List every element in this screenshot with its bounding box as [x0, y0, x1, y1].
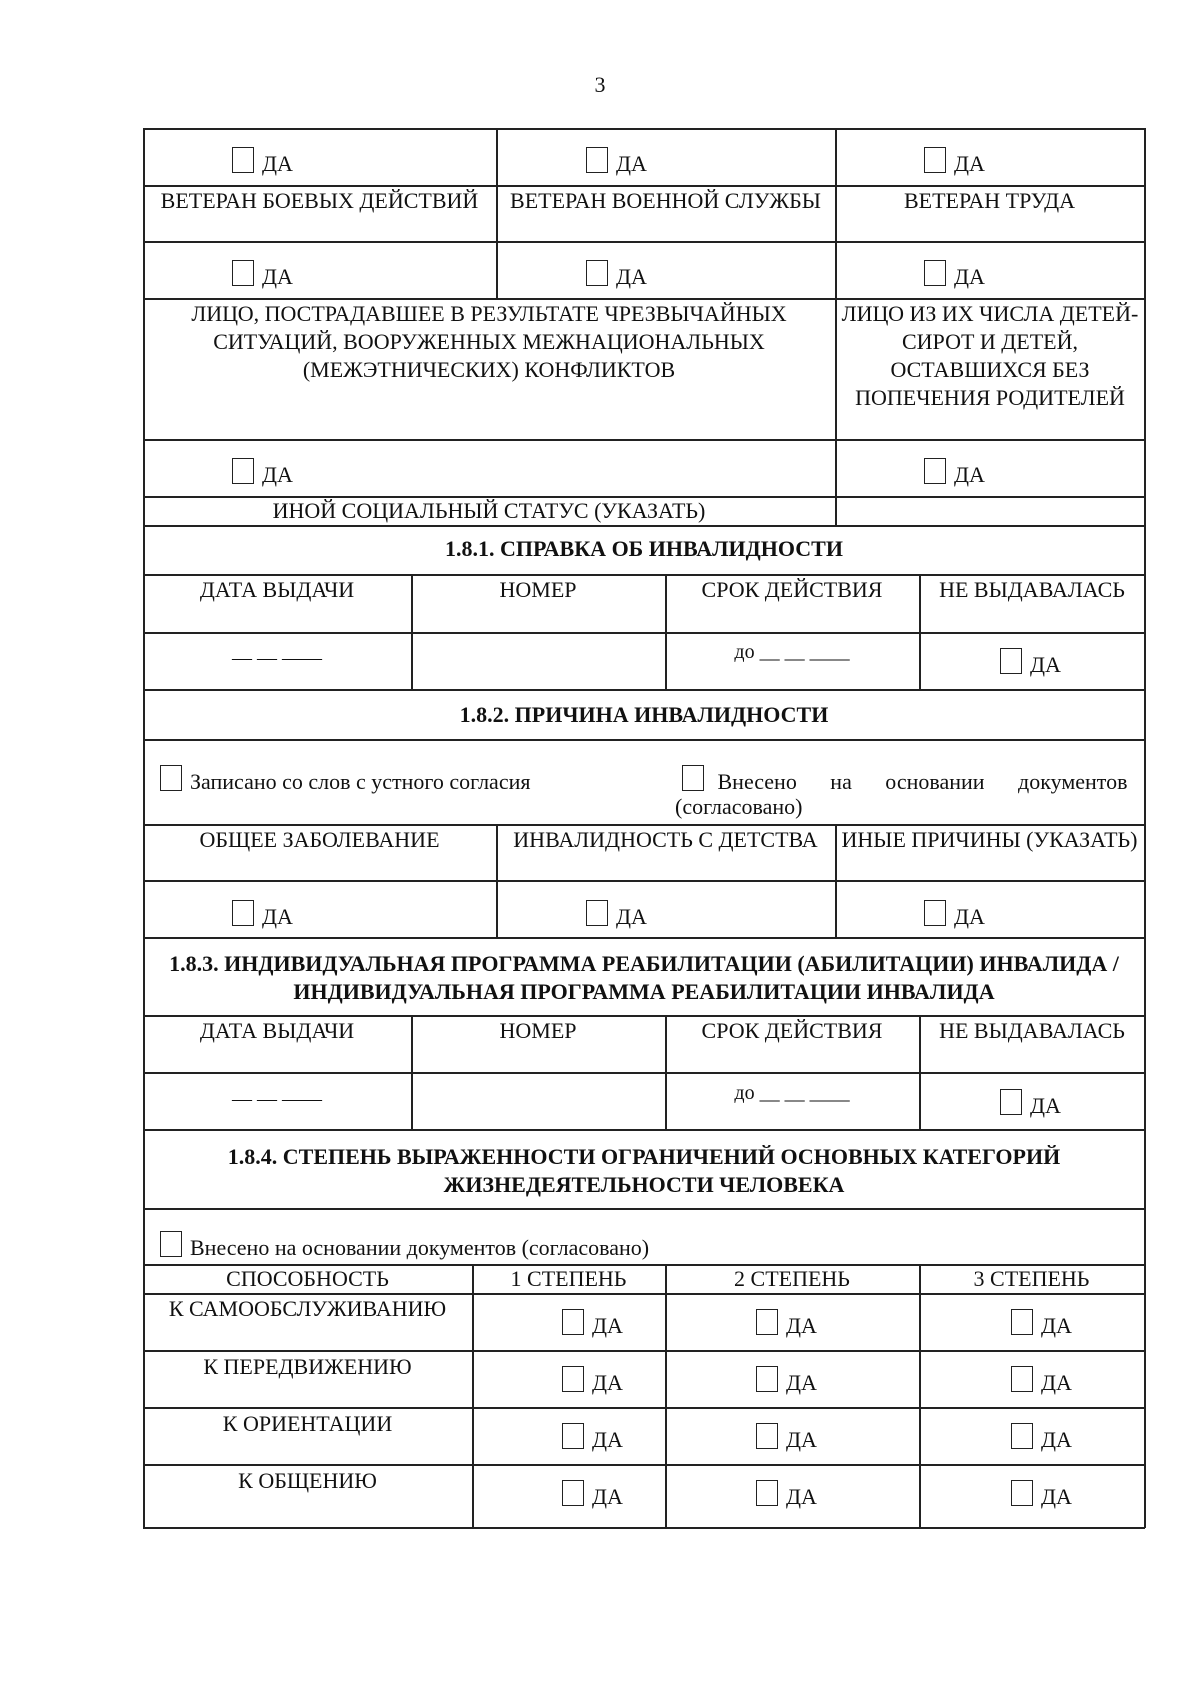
s183-issue-date-field[interactable]: — — —— — [232, 1088, 322, 1110]
checkbox-icon — [756, 1423, 778, 1449]
status-checkbox-row0-col1[interactable]: ДА — [232, 147, 293, 177]
s183-number-field[interactable] — [413, 1074, 663, 1128]
self-care-degree-3-checkbox[interactable]: ДА — [1011, 1309, 1072, 1339]
orientation-degree-2-checkbox[interactable]: ДА — [756, 1423, 817, 1453]
communication-degree-1-checkbox[interactable]: ДА — [562, 1480, 623, 1510]
orientation-degree-1-checkbox[interactable]: ДА — [562, 1423, 623, 1453]
s182-general-disease-checkbox[interactable]: ДА — [232, 900, 293, 930]
movement-degree-2-checkbox[interactable]: ДА — [756, 1366, 817, 1396]
checkbox-icon — [756, 1366, 778, 1392]
checkbox-icon — [586, 260, 608, 286]
checkbox-icon — [682, 765, 704, 791]
label-other-status: ИНОЙ СОЦИАЛЬНЫЙ СТАТУС (УКАЗАТЬ) — [272, 498, 706, 523]
checkbox-icon — [1000, 648, 1022, 674]
s181-header-not-issued: НЕ ВЫДАВАЛАСЬ — [939, 577, 1125, 602]
s182-header-other-reasons: ИНЫЕ ПРИЧИНЫ (УКАЗАТЬ) — [841, 827, 1138, 852]
checkbox-labor-veteran[interactable]: ДА — [924, 260, 985, 290]
checkbox-icon — [1011, 1423, 1033, 1449]
checkbox-military-veteran[interactable]: ДА — [586, 260, 647, 290]
checkbox-icon — [586, 900, 608, 926]
status-checkbox-row0-col2[interactable]: ДА — [586, 147, 647, 177]
checkbox-icon — [562, 1423, 584, 1449]
s184-header-degree-3: 3 СТЕПЕНЬ — [973, 1266, 1090, 1291]
s184-documents-checkbox[interactable]: Внесено на основании документов (согласовано) — [160, 1231, 649, 1261]
header-orphan: ЛИЦО ИЗ ИХ ЧИСЛА ДЕТЕЙ-СИРОТ И ДЕТЕЙ, ОСТАВШИХСЯ БЕЗ ПОПЕЧЕНИЯ РОДИТЕЛЕЙ — [841, 301, 1139, 410]
s183-header-validity: СРОК ДЕЙСТВИЯ — [701, 1018, 883, 1043]
checkbox-icon — [924, 260, 946, 286]
section-1-8-4-title: 1.8.4. СТЕПЕНЬ ВЫРАЖЕННОСТИ ОГРАНИЧЕНИЙ ОСНОВНЫХ КАТЕГОРИЙ ЖИЗНЕДЕЯТЕЛЬНОСТИ ЧЕЛОВЕКА — [227, 1144, 1061, 1197]
checkbox-orphan[interactable]: ДА — [924, 458, 985, 488]
checkbox-icon — [924, 458, 946, 484]
header-military-veteran: ВЕТЕРАН ВОЕННОЙ СЛУЖБЫ — [510, 188, 821, 213]
self-care-degree-1-checkbox[interactable]: ДА — [562, 1309, 623, 1339]
s184-ability-communication: К ОБЩЕНИЮ — [238, 1468, 377, 1493]
s184-ability-self-care: К САМООБСЛУЖИВАНИЮ — [168, 1296, 447, 1321]
s184-header-degree-2: 2 СТЕПЕНЬ — [734, 1266, 850, 1291]
s182-other-reasons-checkbox[interactable]: ДА — [924, 900, 985, 930]
s181-header-issue-date: ДАТА ВЫДАЧИ — [199, 577, 355, 602]
page-number: 3 — [594, 72, 606, 97]
movement-degree-1-checkbox[interactable]: ДА — [562, 1366, 623, 1396]
header-combat-veteran: ВЕТЕРАН БОЕВЫХ ДЕЙСТВИЙ — [160, 188, 479, 213]
s181-number-field[interactable] — [413, 634, 663, 688]
checkbox-icon — [232, 260, 254, 286]
checkbox-icon — [562, 1480, 584, 1506]
s184-header-ability: СПОСОБНОСТЬ — [226, 1266, 389, 1291]
checkbox-icon — [562, 1366, 584, 1392]
s181-issue-date-field[interactable]: — — —— — [232, 647, 322, 669]
self-care-degree-2-checkbox[interactable]: ДА — [756, 1309, 817, 1339]
checkbox-icon — [586, 147, 608, 173]
s182-header-childhood: ИНВАЛИДНОСТЬ С ДЕТСТВА — [513, 827, 818, 852]
section-1-8-1-title: 1.8.1. СПРАВКА ОБ ИНВАЛИДНОСТИ — [445, 536, 843, 561]
s183-validity-field[interactable]: до __ __ ____ — [734, 1082, 850, 1104]
s182-childhood-checkbox[interactable]: ДА — [586, 900, 647, 930]
communication-degree-2-checkbox[interactable]: ДА — [756, 1480, 817, 1510]
checkbox-icon — [232, 900, 254, 926]
s182-header-general-disease: ОБЩЕЕ ЗАБОЛЕВАНИЕ — [199, 827, 440, 852]
checkbox-icon — [756, 1309, 778, 1335]
status-checkbox-row0-col3[interactable]: ДА — [924, 147, 985, 177]
header-labor-veteran: ВЕТЕРАН ТРУДА — [903, 188, 1076, 213]
checkbox-icon — [1011, 1480, 1033, 1506]
checkbox-icon — [160, 765, 182, 791]
s184-ability-movement: К ПЕРЕДВИЖЕНИЮ — [203, 1354, 412, 1379]
section-1-8-2-title: 1.8.2. ПРИЧИНА ИНВАЛИДНОСТИ — [459, 702, 829, 727]
checkbox-icon — [924, 900, 946, 926]
s183-header-not-issued: НЕ ВЫДАВАЛАСЬ — [939, 1018, 1125, 1043]
checkbox-icon — [756, 1480, 778, 1506]
s182-documents-checkbox[interactable]: Внесено на основании документов — [682, 765, 1134, 795]
s181-validity-field[interactable]: до __ __ ____ — [734, 641, 850, 663]
checkbox-emergency-victim[interactable]: ДА — [232, 458, 293, 488]
communication-degree-3-checkbox[interactable]: ДА — [1011, 1480, 1072, 1510]
section-1-8-3-title: 1.8.3. ИНДИВИДУАЛЬНАЯ ПРОГРАММА РЕАБИЛИТАЦИИ (АБИЛИТАЦИИ) ИНВАЛИДА / ИНДИВИДУАЛЬНАЯ ПРОГРАММА РЕАБИЛИТАЦИИ ИНВАЛИДА — [169, 951, 1119, 1004]
movement-degree-3-checkbox[interactable]: ДА — [1011, 1366, 1072, 1396]
checkbox-icon — [562, 1309, 584, 1335]
checkbox-icon — [1000, 1089, 1022, 1115]
checkbox-icon — [232, 147, 254, 173]
checkbox-icon — [232, 458, 254, 484]
s184-ability-orientation: К ОРИЕНТАЦИИ — [222, 1411, 393, 1436]
s182-oral-consent-checkbox[interactable]: Записано со слов с устного согласия — [160, 765, 530, 795]
s183-header-issue-date: ДАТА ВЫДАЧИ — [199, 1018, 355, 1043]
checkbox-icon — [1011, 1309, 1033, 1335]
s181-header-validity: СРОК ДЕЙСТВИЯ — [701, 577, 883, 602]
s181-header-number: НОМЕР — [499, 577, 577, 602]
checkbox-icon — [924, 147, 946, 173]
other-status-field[interactable] — [837, 497, 1143, 524]
s181-not-issued-checkbox[interactable]: ДА — [1000, 648, 1061, 678]
orientation-degree-3-checkbox[interactable]: ДА — [1011, 1423, 1072, 1453]
checkbox-icon — [1011, 1366, 1033, 1392]
s182-documents-note: (согласовано) — [675, 794, 803, 819]
s183-header-number: НОМЕР — [499, 1018, 577, 1043]
checkbox-icon — [160, 1231, 182, 1257]
s184-header-degree-1: 1 СТЕПЕНЬ — [510, 1266, 627, 1291]
checkbox-combat-veteran[interactable]: ДА — [232, 260, 293, 290]
header-emergency-victim: ЛИЦО, ПОСТРАДАВШЕЕ В РЕЗУЛЬТАТЕ ЧРЕЗВЫЧАЙНЫХ СИТУАЦИЙ, ВООРУЖЕННЫХ МЕЖНАЦИОНАЛЬНЫХ (МЕЖЭТНИЧЕСКИХ) КОНФЛИКТОВ — [191, 301, 787, 382]
s183-not-issued-checkbox[interactable]: ДА — [1000, 1089, 1061, 1119]
